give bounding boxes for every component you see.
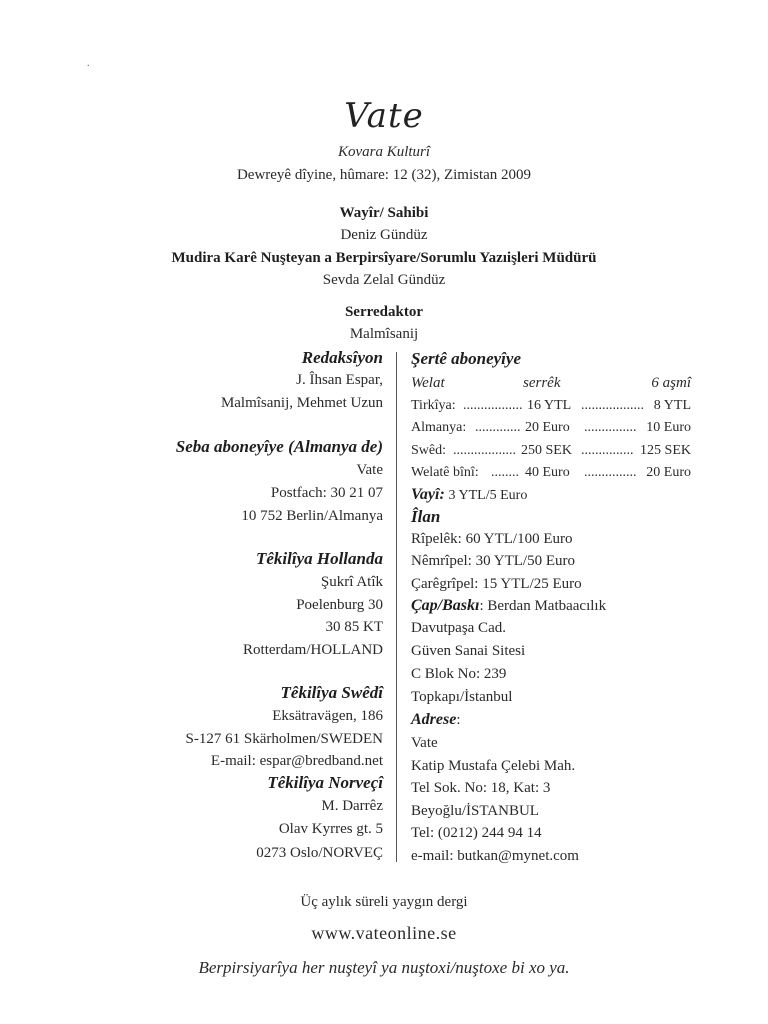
owner-name: Deniz Gündüz <box>340 227 428 243</box>
adrese-address-line: Beyoğlu/İSTANBUL <box>411 803 539 819</box>
footer-disclaimer: Berpirsiyarîya her nuşteyî ya nuştoxi/nuştoxe bi xo ya. <box>198 958 570 977</box>
editor-heading: Serredaktor <box>344 304 424 320</box>
col-6asmi: 6 aşmî <box>651 375 691 391</box>
magazine-logo: Vate <box>344 96 424 136</box>
row-country: Swêd: <box>411 443 446 458</box>
swedi-heading: Têkilîya Swêdî <box>280 683 383 702</box>
manager-name: Sevda Zelal Gündüz <box>322 272 446 288</box>
redaksiyon-heading: Redaksîyon <box>301 348 383 367</box>
cap-line <box>411 597 606 615</box>
norveci-line: M. Darrêz <box>321 798 383 814</box>
adrese-address-line: Vate <box>411 735 438 751</box>
norveci-line: Olav Kyrres gt. 5 <box>278 821 383 837</box>
footer-frequency: Üç aylık süreli yaygın dergi <box>300 894 468 910</box>
row-half: 20 Euro <box>646 465 691 480</box>
row-dots: ............... <box>581 443 634 458</box>
swedi-line: S-127 61 Skärholmen/SWEDEN <box>185 731 383 747</box>
row-half: 125 SEK <box>640 443 691 458</box>
adrese-email[interactable]: e-mail: butkan@mynet.com <box>411 848 579 864</box>
adrese-phone: Tel: (0212) 244 94 14 <box>411 825 542 841</box>
row-dots: .................. <box>581 398 644 413</box>
row-dots: .................. <box>453 443 516 458</box>
vayi-value: 3 YTL/5 Euro <box>448 488 528 503</box>
row-half: 8 YTL <box>653 398 691 413</box>
cap-address-line: Davutpaşa Cad. <box>411 620 506 636</box>
cap-address-line: Topkapı/İstanbul <box>411 689 513 705</box>
swedi-email[interactable]: E-mail: espar@bredband.net <box>210 753 383 769</box>
stray-dot: . <box>87 58 90 69</box>
adrese-colon: : <box>456 712 461 728</box>
column-divider <box>396 352 397 862</box>
website-link[interactable]: www.vateonline.se <box>311 923 457 943</box>
seba-heading: Seba aboneyîye (Almanya de) <box>175 437 383 456</box>
holland-line: Şukrî Atîk <box>320 574 383 590</box>
editor-name: Malmîsanij <box>349 326 419 342</box>
manager-heading: Mudira Karê Nuşteyan a Berpirsîyare/Sorumlu Yazıişleri Müdürü <box>171 250 597 266</box>
ilan-line: Rîpelêk: 60 YTL/100 Euro <box>411 531 573 547</box>
issue-info: Dewreyê dîyine, hûmare: 12 (32), Zimistan 2009 <box>236 167 532 183</box>
cap-label: Çap/Baskı <box>411 597 480 614</box>
cap-address-line: C Blok No: 239 <box>411 666 507 682</box>
magazine-subtitle: Kovara Kulturî <box>337 144 431 160</box>
row-year: 40 Euro <box>525 465 570 480</box>
swedi-line: Eksätravägen, 186 <box>272 708 383 724</box>
row-country: Welatê bînî: <box>411 465 479 480</box>
redaksiyon-line: J. Îhsan Espar, <box>296 372 383 388</box>
redaksiyon-line: Malmîsanij, Mehmet Uzun <box>220 395 383 411</box>
adrese-address-line: Katip Mustafa Çelebi Mah. <box>411 758 576 774</box>
seba-line: Postfach: 30 21 07 <box>270 485 383 501</box>
row-half: 10 Euro <box>646 420 691 435</box>
cap-value: : Berdan Matbaacılık <box>479 598 607 614</box>
serte-heading: Şertê aboneyîye <box>411 349 521 368</box>
row-dots: ............... <box>584 465 637 480</box>
holland-line: Poelenburg 30 <box>296 597 383 613</box>
row-dots: ........ <box>491 465 519 480</box>
ilan-line: Nêmrîpel: 30 YTL/50 Euro <box>411 553 575 569</box>
norveci-line: 0273 Oslo/NORVEÇ <box>256 845 383 861</box>
row-year: 20 Euro <box>525 420 570 435</box>
row-country: Tirkîya: <box>411 398 456 413</box>
holland-heading: Têkilîya Hollanda <box>255 549 383 568</box>
row-year: 250 SEK <box>521 443 572 458</box>
row-dots: ............... <box>584 420 637 435</box>
vayi-line <box>411 486 527 504</box>
norveci-heading: Têkilîya Norveçî <box>267 773 383 792</box>
owner-heading: Wayîr/ Sahibi <box>339 205 429 221</box>
col-serrek: serrêk <box>523 375 561 391</box>
adrese-line <box>411 711 461 729</box>
cap-address-line: Güven Sanai Sitesi <box>411 643 526 659</box>
adrese-address-line: Tel Sok. No: 18, Kat: 3 <box>411 780 551 796</box>
ilan-line: Çarêgrîpel: 15 YTL/25 Euro <box>411 576 582 592</box>
holland-line: Rotterdam/HOLLAND <box>243 642 383 658</box>
row-country: Almanya: <box>411 420 467 435</box>
seba-line: Vate <box>356 462 383 478</box>
seba-line: 10 752 Berlin/Almanya <box>241 508 383 524</box>
ilan-heading: Îlan <box>411 507 441 526</box>
holland-line: 30 85 KT <box>325 619 383 635</box>
row-year: 16 YTL <box>527 398 572 413</box>
col-welat: Welat <box>411 375 445 391</box>
vayi-label: Vayî: <box>411 486 445 503</box>
row-dots: ............. <box>475 420 521 435</box>
adrese-label: Adrese <box>411 711 457 728</box>
row-dots: ................. <box>463 398 523 413</box>
